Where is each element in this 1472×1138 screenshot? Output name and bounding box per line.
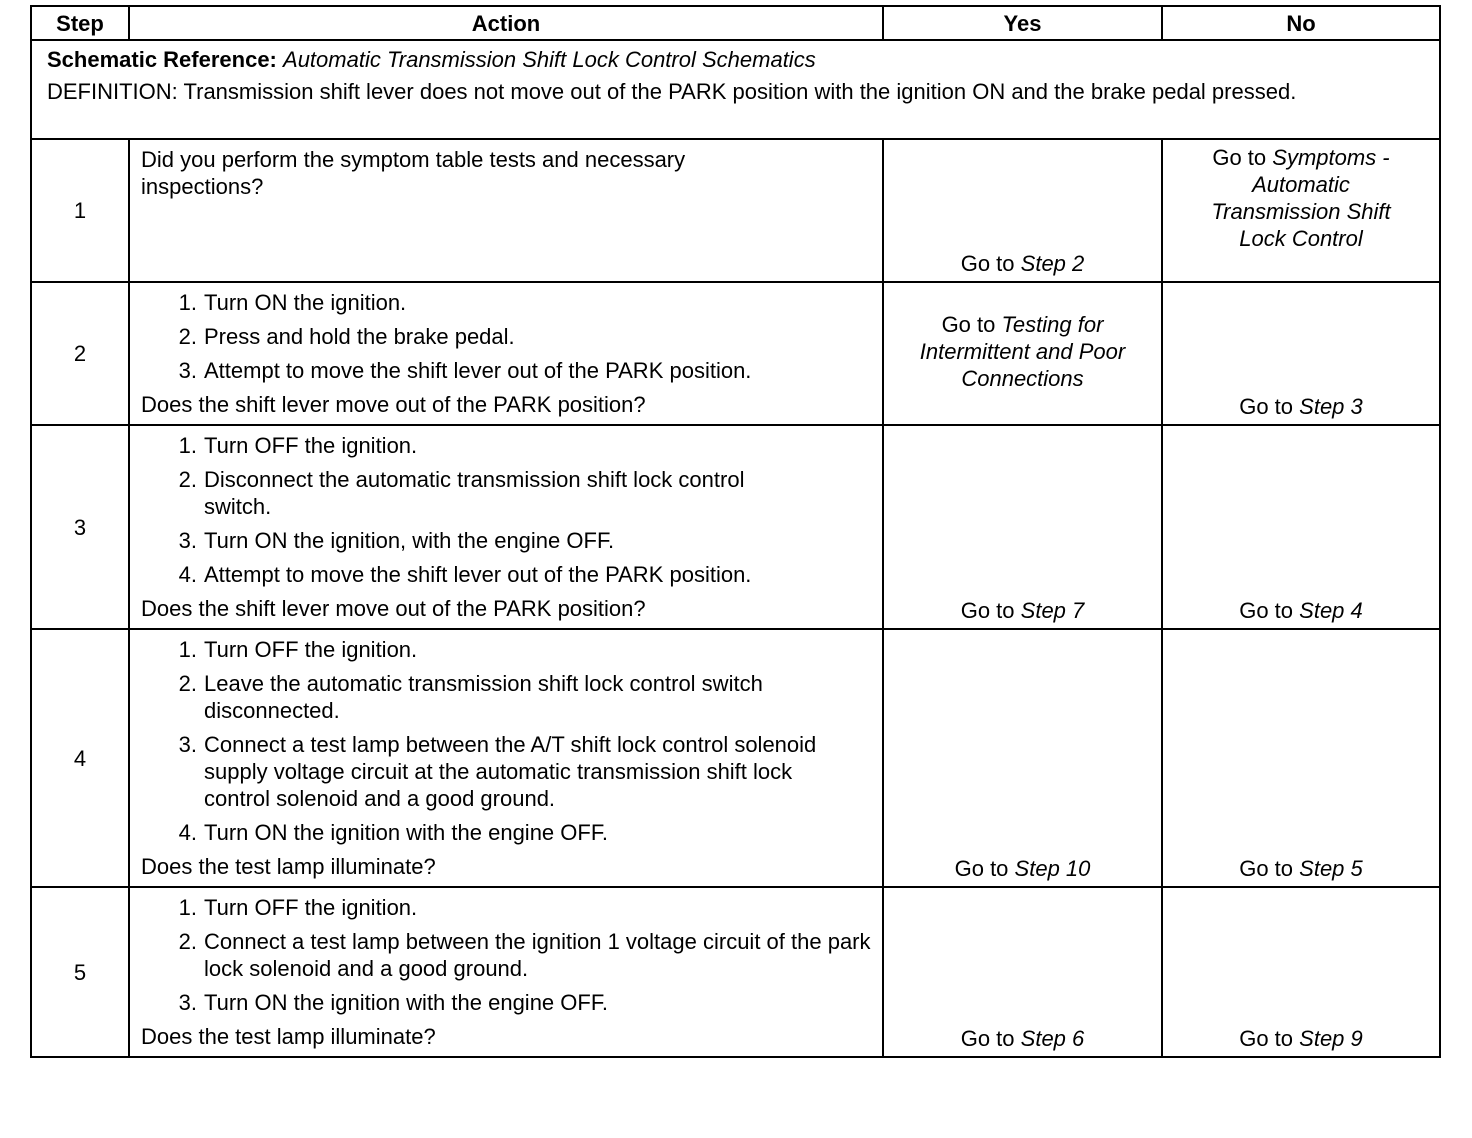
yes-link[interactable]: Step 6 bbox=[1020, 1026, 1085, 1051]
step-number: 3 bbox=[31, 425, 129, 629]
header-step: Step bbox=[31, 6, 129, 40]
yes-cell bbox=[883, 282, 1162, 425]
header-row bbox=[31, 6, 1440, 40]
table-row bbox=[31, 887, 1440, 1057]
item-text: Attempt to move the shift lever out of the PARK position. bbox=[204, 562, 752, 587]
no-link[interactable]: Step 4 bbox=[1299, 598, 1363, 623]
step-number: 2 bbox=[31, 282, 129, 425]
yes-link[interactable]: Step 2 bbox=[1020, 251, 1085, 276]
item-text: Turn ON the ignition. bbox=[204, 290, 407, 315]
item-text: Connect a test lamp between the ignition 1 voltage circuit of the park lock solenoid and a good ground. bbox=[204, 929, 871, 981]
list-item bbox=[141, 432, 872, 459]
action-cell bbox=[129, 425, 883, 629]
schematic-cell bbox=[31, 40, 1440, 139]
item-text: Turn ON the ignition with the engine OFF. bbox=[204, 820, 608, 845]
item-number: 3. bbox=[178, 528, 197, 553]
list-item bbox=[141, 989, 872, 1016]
yes-link[interactable]: Testing for Intermittent and Poor Connections bbox=[919, 312, 1126, 391]
action-cell bbox=[129, 887, 883, 1057]
item-text: Turn OFF the ignition. bbox=[204, 637, 418, 662]
item-text: Turn OFF the ignition. bbox=[204, 433, 418, 458]
yes-prefix: Go to bbox=[960, 251, 1015, 276]
item-text: Attempt to move the shift lever out of the PARK position. bbox=[204, 358, 752, 383]
no-cell bbox=[1162, 139, 1440, 282]
list-item bbox=[141, 561, 872, 588]
item-number: 2. bbox=[178, 324, 197, 349]
list-item bbox=[141, 636, 872, 663]
no-prefix: Go to bbox=[1239, 394, 1294, 419]
yes-cell bbox=[883, 629, 1162, 887]
item-number: 4. bbox=[178, 820, 197, 845]
item-number: 1. bbox=[178, 895, 197, 920]
table-row bbox=[31, 425, 1440, 629]
no-prefix: Go to bbox=[1239, 856, 1294, 881]
yes-link[interactable]: Step 10 bbox=[1014, 856, 1091, 881]
item-text: Press and hold the brake pedal. bbox=[204, 324, 515, 349]
item-number: 1. bbox=[178, 290, 197, 315]
no-link[interactable]: Step 3 bbox=[1299, 394, 1363, 419]
item-number: 3. bbox=[178, 358, 197, 383]
item-number: 2. bbox=[178, 929, 197, 954]
header-yes: Yes bbox=[883, 6, 1162, 40]
yes-prefix: Go to bbox=[960, 598, 1015, 623]
question: Does the test lamp illuminate? bbox=[141, 854, 436, 879]
no-link[interactable]: Step 5 bbox=[1299, 856, 1363, 881]
yes-prefix: Go to bbox=[941, 312, 996, 337]
action-cell bbox=[129, 282, 883, 425]
item-number: 1. bbox=[178, 433, 197, 458]
header-action: Action bbox=[129, 6, 883, 40]
item-text: Turn ON the ignition with the engine OFF. bbox=[204, 990, 608, 1015]
list-item bbox=[141, 670, 872, 724]
yes-link[interactable]: Step 7 bbox=[1020, 598, 1085, 623]
no-cell bbox=[1162, 425, 1440, 629]
list-item bbox=[141, 894, 872, 921]
no-cell bbox=[1162, 629, 1440, 887]
question: Does the shift lever move out of the PARK position? bbox=[141, 392, 646, 417]
no-prefix: Go to bbox=[1212, 145, 1267, 170]
list-item bbox=[141, 289, 872, 316]
no-link[interactable]: Symptoms - Automatic Transmission Shift Lock Control bbox=[1211, 145, 1391, 251]
step-number: 4 bbox=[31, 629, 129, 887]
question: Does the test lamp illuminate? bbox=[141, 1024, 436, 1049]
no-cell bbox=[1162, 887, 1440, 1057]
yes-cell bbox=[883, 425, 1162, 629]
no-link[interactable]: Step 9 bbox=[1299, 1026, 1363, 1051]
item-text: Turn ON the ignition, with the engine OFF. bbox=[204, 528, 615, 553]
no-prefix: Go to bbox=[1239, 1026, 1294, 1051]
item-number: 4. bbox=[178, 562, 197, 587]
action-cell bbox=[129, 139, 883, 282]
item-text: Leave the automatic transmission shift lock control switch disconnected. bbox=[204, 671, 763, 723]
yes-cell bbox=[883, 139, 1162, 282]
table-row bbox=[31, 139, 1440, 282]
list-item bbox=[141, 357, 872, 384]
item-text: Connect a test lamp between the A/T shift lock control solenoid supply voltage circuit at the automatic transmission shift lock control solenoid and a good ground. bbox=[204, 732, 817, 811]
diagnostic-table bbox=[30, 5, 1441, 1058]
item-text: Disconnect the automatic transmission shift lock control switch. bbox=[204, 467, 745, 519]
list-item bbox=[141, 819, 872, 846]
schematic-row bbox=[31, 40, 1440, 139]
table-row bbox=[31, 629, 1440, 887]
schematic-label: Schematic Reference: bbox=[47, 47, 277, 72]
question: Does the shift lever move out of the PARK position? bbox=[141, 596, 646, 621]
action-cell bbox=[129, 629, 883, 887]
schematic-link[interactable]: Automatic Transmission Shift Lock Control Schematics bbox=[283, 47, 816, 72]
yes-prefix: Go to bbox=[960, 1026, 1015, 1051]
definition: DEFINITION: Transmission shift lever does not move out of the PARK position with the ignition ON and the brake pedal pressed. bbox=[47, 79, 1297, 104]
step-number: 1 bbox=[31, 139, 129, 282]
item-number: 3. bbox=[178, 990, 197, 1015]
list-item bbox=[141, 527, 872, 554]
list-item bbox=[141, 731, 872, 812]
list-item bbox=[141, 323, 872, 350]
item-number: 3. bbox=[178, 732, 197, 757]
item-number: 2. bbox=[178, 671, 197, 696]
item-number: 1. bbox=[178, 637, 197, 662]
question: Did you perform the symptom table tests and necessary inspections? bbox=[141, 147, 686, 199]
no-prefix: Go to bbox=[1239, 598, 1294, 623]
step-number: 5 bbox=[31, 887, 129, 1057]
no-cell bbox=[1162, 282, 1440, 425]
header-no: No bbox=[1162, 6, 1440, 40]
table-row bbox=[31, 282, 1440, 425]
item-number: 2. bbox=[178, 467, 197, 492]
yes-prefix: Go to bbox=[954, 856, 1009, 881]
item-text: Turn OFF the ignition. bbox=[204, 895, 418, 920]
yes-cell bbox=[883, 887, 1162, 1057]
list-item bbox=[141, 466, 872, 520]
list-item bbox=[141, 928, 872, 982]
